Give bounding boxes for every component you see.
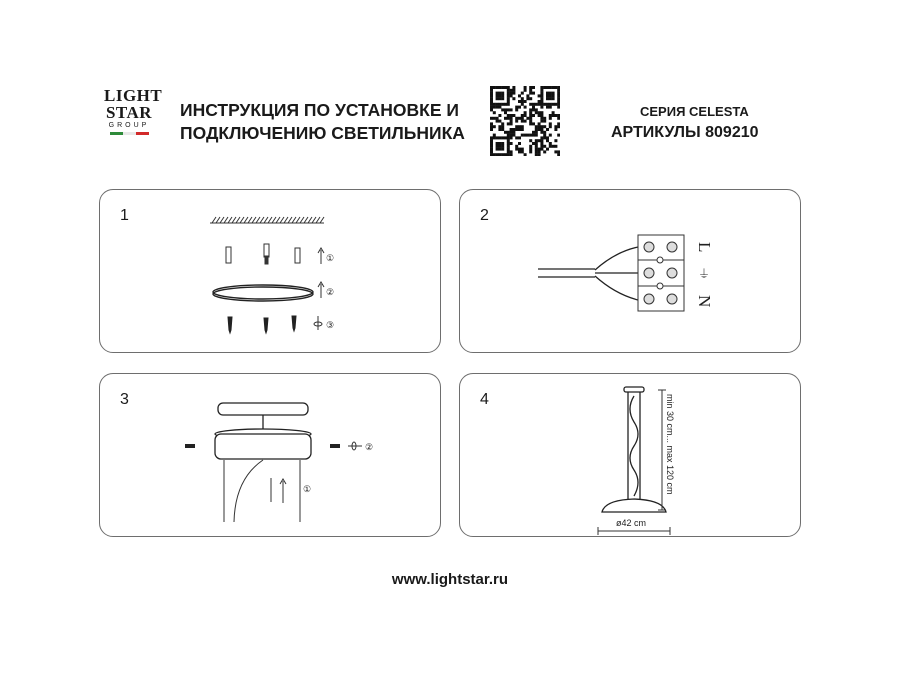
brand-line1: LIGHT xyxy=(104,86,163,105)
fixture-ring-icon xyxy=(215,429,311,459)
terminal-n-label: N xyxy=(695,295,714,308)
step-1-diagram xyxy=(100,190,442,354)
ceiling-hatch-icon xyxy=(210,217,324,223)
title-line1: ИНСТРУКЦИЯ ПО УСТАНОВКЕ И xyxy=(180,100,459,120)
step-3-number: 3 xyxy=(120,391,129,408)
website-link[interactable]: www.lightstar.ru xyxy=(391,571,509,588)
series-label: СЕРИЯ CELESTA xyxy=(640,104,749,119)
step-3-label-2: ② xyxy=(365,442,374,452)
step-1-label-1: ① xyxy=(326,253,335,263)
screwdriver-rotate-icon xyxy=(348,442,362,450)
title-line2: ПОДКЛЮЧЕНИЮ СВЕТИЛЬНИКА xyxy=(180,123,465,143)
step-1-label-2: ② xyxy=(326,287,335,297)
step-3-panel xyxy=(99,373,441,537)
step-1-label-3: ③ xyxy=(326,320,335,330)
terminal-block-icon xyxy=(638,235,684,311)
italian-flag-icon xyxy=(104,132,154,135)
articles-label: АРТИКУЛЫ 809210 xyxy=(611,124,759,141)
screwdriver-rotate-icon xyxy=(314,316,322,330)
ceiling-canopy-icon xyxy=(218,403,308,432)
height-dimension-line xyxy=(658,390,666,510)
step-4-panel xyxy=(459,373,801,537)
screw-icon xyxy=(228,316,296,333)
height-label: min 30 cm... max 120 cm xyxy=(665,394,675,495)
brand-line3: GROUP xyxy=(108,122,150,129)
diameter-label: ø42 cm xyxy=(616,518,647,528)
brand-logo xyxy=(104,86,163,153)
step-1-number: 1 xyxy=(120,207,129,224)
wire-icon xyxy=(224,460,300,522)
floor-lamp-icon xyxy=(602,387,666,512)
mounting-ring-icon xyxy=(213,285,313,301)
terminal-l-label: L xyxy=(695,242,714,253)
dowel-icon xyxy=(226,244,300,264)
step-2-diagram xyxy=(460,190,802,354)
document-title xyxy=(180,99,465,145)
cable-icon xyxy=(538,247,638,300)
terminal-ground-label: ⏚ xyxy=(698,267,711,281)
step-2-number: 2 xyxy=(480,207,489,224)
step-2-panel xyxy=(459,189,801,353)
step-3-diagram xyxy=(100,374,442,538)
diameter-dimension-line xyxy=(598,527,670,535)
step-4-diagram xyxy=(460,374,802,538)
step-3-label-1: ① xyxy=(303,484,312,494)
brand-line2: STAR xyxy=(105,103,153,122)
step-4-number: 4 xyxy=(480,391,489,408)
step-1-panel xyxy=(99,189,441,353)
qr-code-icon xyxy=(490,86,560,156)
